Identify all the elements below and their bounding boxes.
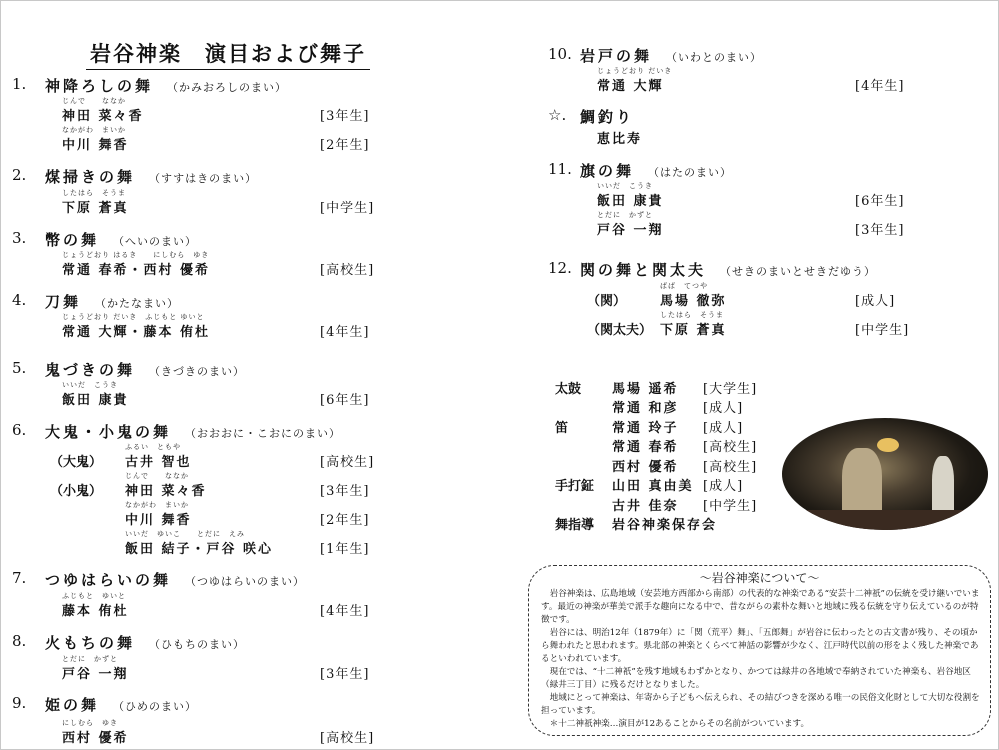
performer-role: （小鬼） [50,484,103,499]
staff-name: 山田 真由美 [612,479,694,494]
about-note: ＊十二神祇神楽…演目が12あることからその名前がついています。 [549,719,810,729]
program-title-text: 関の舞と関太夫 [580,261,707,279]
program-title-text: 幣の舞 [45,231,100,249]
program-reading: （せきのまいとせきだゆう） [720,265,877,278]
performer-furigana: なかがわ まいか [125,501,189,509]
performer-name: 常通 大輝 [597,79,664,94]
program-title-text: 火もちの舞 [45,634,136,652]
program-reading: （ひもちのまい） [149,638,246,651]
performer-role: （大鬼） [50,455,103,470]
performer-furigana: じょうどおり はるき にしむら ゆき [62,251,210,259]
staff-name: 常通 春希 [612,440,679,455]
attendant-figure [932,456,954,516]
staff-grade: [成人] [703,421,744,436]
program-number: 4. [12,291,27,309]
performer-grade: [6年生] [855,194,905,209]
program-title-text: 神降ろしの舞 [45,77,154,95]
performer-name: 下原 蒼真 [62,201,129,216]
program-reading: （かみおろしのまい） [167,81,288,94]
program-title [580,45,762,66]
about-paragraph: 地域にとって神楽は、年寄から子どもへ伝えられ、その結びつきを深める唯一の民俗文化財として大切な役割を担っています。 [541,693,980,716]
staff-name: 岩谷神楽保存会 [612,518,718,533]
performer-name: 飯田 結子・戸谷 咲心 [125,542,274,557]
program-title [580,106,634,127]
performer-grade: [成人] [855,294,896,309]
about-paragraph: 岩谷には、明治12年（1879年）に「関（荒平）舞」、「五郎舞」が岩谷に伝わったとの古文書が残り、その頃から舞われたと思われます。県北部の神楽とくらべて神話の影響が少なく、江戸時代以前の形をよく残した神楽であるといわれています。 [541,628,979,664]
program-title-text: 鯛釣り [580,108,635,126]
performer-name: 馬場 徹弥 [660,294,727,309]
performer-furigana: したはら そうま [62,189,126,197]
performer-name: 藤本 侑杜 [62,604,129,619]
kagura-performance-photo [782,418,988,530]
staff-grade: [成人] [703,479,744,494]
performer-name: 常通 春希・西村 優希 [62,263,211,278]
performer-name: 古井 智也 [125,455,192,470]
performer-grade: [3年生] [320,484,370,499]
program-title [45,632,245,653]
program-title-text: 煤掃きの舞 [45,168,136,186]
program-title [45,359,245,380]
program-reading: （きづきのまい） [149,365,246,378]
program-number: 8. [12,632,27,650]
about-body [541,588,980,731]
staff-grade: [成人] [703,401,744,416]
performer-name: 飯田 康貴 [597,194,664,209]
staff-role: 手打鉦 [555,479,595,494]
program-title-text: 姫の舞 [45,696,100,714]
program-title-text: 岩戸の舞 [580,47,653,65]
staff-role: 笛 [555,421,569,436]
staff-role: 舞指導 [555,518,595,533]
performer-furigana: とだに かずと [62,655,118,663]
program-title [580,160,732,181]
performer-furigana: いいだ こうき [62,381,118,389]
performer-furigana: じょうどおり だいき [597,67,673,75]
program-number: 5. [12,359,27,377]
performer-grade: [6年生] [320,393,370,408]
performer-furigana: ばば てつや [660,282,708,290]
performer-grade: [中学生] [855,323,910,338]
performer-name: 中川 舞香 [125,513,192,528]
performer-grade: [4年生] [320,325,370,340]
performer-grade: [3年生] [320,667,370,682]
performer-grade: [2年生] [320,513,370,528]
program-number: 3. [12,229,27,247]
program-number: 12. [548,259,572,277]
program-reading: （いわとのまい） [666,51,763,64]
program-title-text: 大鬼・小鬼の舞 [45,423,172,441]
performer-grade: [3年生] [320,109,370,124]
performer-furigana: したはら そうま [660,311,724,319]
staff-grade: [大学生] [703,382,758,397]
staff-role: 太鼓 [555,382,582,397]
program-title [45,291,179,312]
performer-furigana: とだに かずと [597,211,653,219]
performer-furigana: じょうどおり だいき ふじもと ゆいと [62,313,205,321]
program-title-text: 刀舞 [45,293,82,311]
program-number: 11. [548,160,572,178]
staff-grade: [高校生] [703,440,758,455]
about-paragraph: 岩谷神楽は、広島地域（安芸地方西部から南部）の代表的な神楽である“安芸十二神祇”の伝統を受け継いでいます。最近の神楽が華美で派手な趣向になる中で、昔ながらの素朴な舞いと地域に残る伝統を守り伝えているのが特徴です。 [541,589,980,625]
staff-grade: [中学生] [703,499,758,514]
performer-furigana: にしむら ゆき [62,719,118,727]
program-reading: （はたのまい） [648,166,733,179]
program-title [45,229,197,250]
performer-furigana: ふじもと ゆいと [62,592,126,600]
dancer-figure [842,448,882,518]
page-title: 岩谷神楽 演目および舞子 [86,38,370,70]
performer-furigana: なかがわ まいか [62,126,126,134]
staff-name: 古井 佳奈 [612,499,679,514]
performer-furigana: ふるい ともや [125,443,181,451]
program-title [45,694,197,715]
staff-name: 馬場 遥希 [612,382,679,397]
staff-name: 西村 優希 [612,460,679,475]
performer-grade: [1年生] [320,542,370,557]
performer-name: 常通 大輝・藤本 侑杜 [62,325,211,340]
performer-furigana: じんで ななか [62,97,126,105]
program-title-text: 旗の舞 [580,162,635,180]
performer-grade: [4年生] [855,79,905,94]
performer-role: （関） [587,294,627,309]
performer-name: 神田 菜々香 [62,109,144,124]
performer-furigana: じんで ななか [125,472,189,480]
program-reading: （つゆはらいのまい） [185,575,306,588]
performer-name: 中川 舞香 [62,138,129,153]
program-number: 6. [12,421,27,439]
fan-prop [877,438,899,452]
program-reading: （かたなまい） [95,297,180,310]
performer-name: 飯田 康貴 [62,393,129,408]
about-title: ～岩谷神楽について～ [699,571,820,585]
performer-name: 戸谷 一翔 [597,223,664,238]
program-title-text: つゆはらいの舞 [45,571,172,589]
staff-name: 常通 玲子 [612,421,679,436]
program-number: 7. [12,569,27,587]
audience-heads [782,510,988,530]
performer-grade: [4年生] [320,604,370,619]
performer-grade: [中学生] [320,201,375,216]
performer-grade: [高校生] [320,455,375,470]
performer-name: 戸谷 一翔 [62,667,129,682]
performer-role: （関太夫） [587,323,653,338]
program-reading: （ひめのまい） [113,700,198,713]
staff-grade: [高校生] [703,460,758,475]
performer-furigana: いいだ ゆいこ とだに えみ [125,530,245,538]
program-title [580,259,876,280]
program-title [45,166,257,187]
program-title [45,569,305,590]
program-title [45,75,287,96]
performer-grade: [高校生] [320,731,375,746]
program-number: 1. [12,75,27,93]
program-reading: （すすはきのまい） [149,172,258,185]
program-reading: （へいのまい） [113,235,198,248]
about-paragraph: 現在では、“十二神祇”を残す地域もわずかとなり、かつては緑井の各地域で奉納されていた神楽も、岩谷地区（緑井三丁目）に残るだけとなりました。 [541,667,971,690]
performer-furigana: いいだ こうき [597,182,653,190]
performer-name: 神田 菜々香 [125,484,207,499]
program-title [45,421,341,442]
program-title-text: 鬼づきの舞 [45,361,136,379]
program-reading: （おおおに・こおにのまい） [185,427,342,440]
performer-grade: [高校生] [320,263,375,278]
program-number: 10. [548,45,572,63]
performer-name: 西村 優希 [62,731,129,746]
performer-name: 恵比寿 [597,132,643,147]
performer-name: 下原 蒼真 [660,323,727,338]
staff-name: 常通 和彦 [612,401,679,416]
performer-grade: [2年生] [320,138,370,153]
program-number: 9. [12,694,27,712]
program-number: 2. [12,166,27,184]
performer-grade: [3年生] [855,223,905,238]
about-box [528,565,991,736]
program-number: ☆. [548,106,567,124]
